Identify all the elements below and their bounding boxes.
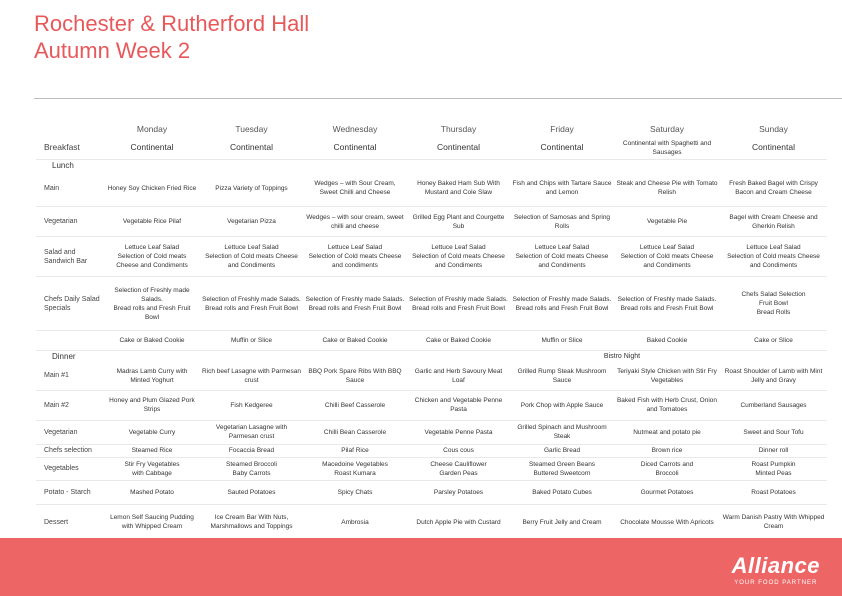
header-corner: [36, 122, 104, 137]
dinner-chefsel-label: Chefs selection: [36, 444, 104, 457]
lunch-dessert-cell: Cake or Baked Cookie: [104, 331, 200, 351]
dinner-label: Dinner: [52, 352, 76, 361]
lunch-chefs-cell: [407, 277, 510, 331]
lunch-chefs-cell-line: Selection of Freshly made Salads.: [617, 295, 717, 303]
lunch-main-cell: Fish and Chips with Tartare Sauce and Lemon: [510, 171, 614, 207]
dinner-potato-cell: Baked Potato Cubes: [510, 480, 614, 504]
dinner-chefsel-cell: Garlic Bread: [510, 444, 614, 457]
dinner-main1-row: [36, 362, 827, 390]
breakfast-label: Breakfast: [36, 137, 104, 159]
dinner-vegetables-cell-line: Buttered Sweetcorn: [533, 469, 591, 477]
lunch-vegetarian-cell: Grilled Egg Plant and Courgette Sub: [407, 207, 510, 237]
page-title: [34, 10, 309, 64]
lunch-vegetarian-cell: Vegetable Pie: [614, 207, 720, 237]
lunch-chefs-cell-line: Fruit Bowl: [759, 300, 788, 307]
lunch-salad-cell-line: Lettuce Leaf Salad: [534, 244, 590, 251]
dinner-main2-label: Main #2: [36, 390, 104, 420]
lunch-salad-cell-line: Selection of Cold meats Cheese and Condiments: [727, 253, 820, 269]
dinner-vegetables-cell: [104, 457, 200, 480]
lunch-chefs-cell-line: Selection of Freshly made Salads.: [305, 295, 405, 303]
day-header: Thursday: [440, 124, 477, 134]
lunch-vegetarian-cell: Vegetable Rice Pilaf: [104, 207, 200, 237]
dinner-chefsel-cell: Focaccia Bread: [200, 444, 303, 457]
dinner-potato-row: [36, 480, 827, 504]
lunch-salad-row: [36, 237, 827, 277]
dinner-veg-row: [36, 420, 827, 444]
lunch-salad-label: Salad and Sandwich Bar: [36, 237, 104, 277]
lunch-salad-cell-line: Lettuce Leaf Salad: [431, 244, 486, 251]
dinner-vegetables-label: Vegetables: [36, 457, 104, 480]
dinner-potato-cell: Roast Potatoes: [720, 480, 827, 504]
lunch-main-label: Main: [36, 171, 104, 207]
dinner-veg-cell: Vegetable Curry: [104, 420, 200, 444]
lunch-chefs-cell-line: Selection of Freshly made Salads.: [114, 286, 190, 303]
lunch-salad-cell: [104, 237, 200, 277]
breakfast-row: [36, 137, 827, 159]
dinner-main2-row: [36, 390, 827, 420]
dinner-chefsel-cell: Brown rice: [614, 444, 720, 457]
lunch-label: Lunch: [52, 160, 74, 170]
lunch-chefs-cell: [614, 277, 720, 331]
dinner-chefsel-cell: Cous cous: [407, 444, 510, 457]
dinner-dessert-cell: Lemon Self Saucing Pudding with Whipped Cream: [104, 504, 200, 540]
dinner-vegetables-cell: [510, 457, 614, 480]
dinner-chefsel-cell: Pilaf Rice: [303, 444, 407, 457]
day-header: Wednesday: [332, 124, 378, 134]
breakfast-cell: Continental: [200, 137, 303, 159]
lunch-chefs-cell-line: Bread rolls and Fresh Fruit Bowl: [205, 304, 298, 312]
dinner-main2-cell: Chilli Beef Casserole: [303, 390, 407, 420]
lunch-chefs-cell-line: Selection of Freshly made Salads.: [409, 295, 508, 303]
dinner-main2-cell: Honey and Plum Glazed Pork Strips: [104, 390, 200, 420]
lunch-salad-cell: [200, 237, 303, 277]
lunch-chefs-cell-line: Bread rolls and Fresh Fruit Bowl: [620, 304, 714, 312]
lunch-section-row: [36, 159, 827, 171]
lunch-chefs-cell: [720, 277, 827, 331]
bistro-night-banner: Bistro Night: [603, 353, 641, 360]
lunch-chefs-cell-line: Selection of Freshly made Salads.: [202, 295, 301, 303]
dinner-vegetables-cell-line: Stir Fry Vegetables: [124, 460, 180, 468]
lunch-salad-cell-line: Selection of Cold meats Cheese and Condiments: [515, 253, 609, 269]
dinner-main2-cell: Baked Fish with Herb Crust, Onion and Tomatoes: [614, 390, 720, 420]
dinner-dessert-cell: Dutch Apple Pie with Custard: [407, 504, 510, 540]
title-line-2: Autumn Week 2: [34, 38, 191, 63]
dinner-dessert-cell: Chocolate Mousse With Apricots: [614, 504, 720, 540]
dinner-vegetables-row: [36, 457, 827, 480]
dinner-veg-cell: Vegetarian Lasagne with Parmesan crust: [200, 420, 303, 444]
lunch-vegetarian-cell: Selection of Samosas and Spring Rolls: [510, 207, 614, 237]
lunch-dessert-label: [36, 331, 104, 351]
dinner-potato-label: Potato - Starch: [36, 480, 104, 504]
title-line-1: Rochester & Rutherford Hall: [34, 11, 310, 36]
dinner-vegetables-cell-line: Diced Carrots and: [640, 460, 694, 468]
title-divider: [34, 98, 842, 99]
brand-name: Alliance: [731, 553, 820, 578]
dinner-main2-cell: Chicken and Vegetable Penne Pasta: [407, 390, 510, 420]
lunch-chefs-cell-line: Bread rolls and Fresh Fruit Bowl: [412, 304, 505, 312]
lunch-salad-cell-line: Lettuce Leaf Salad: [639, 244, 695, 251]
lunch-salad-cell: [303, 237, 407, 277]
lunch-salad-cell-line: Selection of Cold meats Cheese and Condiments: [205, 253, 298, 269]
dinner-veg-cell: Sweet and Sour Tofu: [720, 420, 827, 444]
dinner-main1-label: Main #1: [36, 362, 104, 390]
lunch-main-cell: Steak and Cheese Pie with Tomato Relish: [614, 171, 720, 207]
dinner-vegetables-cell: [614, 457, 720, 480]
dinner-dessert-cell: Ice Cream Bar With Nuts, Marshmallows and Toppings: [200, 504, 303, 540]
lunch-chefs-cell: [510, 277, 614, 331]
dinner-vegetables-cell: [200, 457, 303, 480]
breakfast-cell: Continental: [720, 137, 827, 159]
dinner-potato-cell: Parsley Potatoes: [407, 480, 510, 504]
dinner-vegetables-cell-line: Baby Carrots: [232, 469, 271, 477]
lunch-chefs-cell-line: Bread rolls and Fresh Fruit Bowl: [515, 304, 609, 312]
lunch-dessert-cell: Baked Cookie: [614, 331, 720, 351]
lunch-chefs-row: [36, 277, 827, 331]
lunch-vegetarian-cell: Vegetarian Pizza: [200, 207, 303, 237]
dinner-main1-cell: Roast Shoulder of Lamb with Mint Jelly and Gravy: [720, 362, 827, 390]
dinner-chefsel-cell: Steamed Rice: [104, 444, 200, 457]
lunch-main-cell: Wedges – with Sour Cream, Sweet Chilli and Cheese: [303, 171, 407, 207]
lunch-salad-cell-line: Lettuce Leaf Salad: [224, 244, 279, 251]
dinner-chefsel-row: [36, 444, 827, 457]
lunch-salad-cell-line: Lettuce Leaf Salad: [746, 244, 801, 251]
lunch-salad-cell-line: Lettuce Leaf Salad: [327, 244, 383, 251]
breakfast-cell: Continental: [407, 137, 510, 159]
dinner-potato-cell: Spicy Chats: [303, 480, 407, 504]
dinner-potato-cell: Mashed Potato: [104, 480, 200, 504]
dinner-dessert-cell: Ambrosia: [303, 504, 407, 540]
lunch-chefs-cell-line: Bread Rolls: [756, 309, 791, 316]
lunch-chefs-cell-line: Bread rolls and Fresh Fruit Bowl: [308, 304, 402, 312]
lunch-salad-cell: [614, 237, 720, 277]
lunch-salad-cell: [720, 237, 827, 277]
lunch-chefs-cell: [303, 277, 407, 331]
dinner-chefsel-cell: Dinner roll: [720, 444, 827, 457]
day-header: Monday: [136, 124, 168, 134]
breakfast-cell: Continental: [104, 137, 200, 159]
lunch-chefs-label: Chefs Daily Salad Specials: [36, 277, 104, 331]
dinner-vegetables-cell-line: Steamed Broccoli: [226, 460, 277, 468]
dinner-potato-cell: Sauted Potatoes: [200, 480, 303, 504]
dinner-vegetables-cell-line: Roast Kumara: [334, 469, 376, 477]
lunch-dessert-cell: Muffin or Slice: [200, 331, 303, 351]
dinner-section-row: [36, 351, 827, 363]
dinner-veg-label: Vegetarian: [36, 420, 104, 444]
footer-band: [0, 538, 842, 596]
dinner-veg-cell: Vegetable Penne Pasta: [407, 420, 510, 444]
dinner-main2-cell: Fish Kedgeree: [200, 390, 303, 420]
dinner-vegetables-cell-line: Steamed Green Beans: [528, 460, 596, 468]
lunch-main-cell: Pizza Variety of Toppings: [200, 171, 303, 207]
lunch-vegetarian-label: Vegetarian: [36, 207, 104, 237]
lunch-main-cell: Honey Baked Ham Sub With Mustard and Cole Slaw: [407, 171, 510, 207]
dinner-dessert-cell: Berry Fruit Jelly and Cream: [510, 504, 614, 540]
dinner-main1-cell: Rich beef Lasagne with Parmesan crust: [200, 362, 303, 390]
dinner-vegetables-cell-line: Macedoine Vegetables: [322, 460, 388, 468]
lunch-vegetarian-cell: Bagel with Cream Cheese and Gherkin Relish: [720, 207, 827, 237]
lunch-salad-cell-line: Selection of Cold meats Cheese and Condiments: [412, 253, 505, 269]
menu-table: [36, 122, 827, 541]
dinner-vegetables-cell-line: Cheese Cauliflower: [430, 460, 487, 468]
lunch-chefs-cell-line: Bread rolls and Fresh Fruit Bowl: [113, 304, 191, 321]
lunch-chefs-cell-line: Selection of Freshly made Salads.: [512, 295, 612, 303]
alliance-logo: [732, 554, 820, 586]
dinner-main2-cell: Pork Chop with Apple Sauce: [510, 390, 614, 420]
dinner-potato-cell: Gourmet Potatoes: [614, 480, 720, 504]
dinner-vegetables-cell-line: Garden Peas: [439, 469, 478, 477]
lunch-main-cell: Honey Soy Chicken Fried Rice: [104, 171, 200, 207]
lunch-dessert-cell: Cake or Baked Cookie: [303, 331, 407, 351]
brand-tagline: YOUR FOOD PARTNER: [734, 580, 818, 586]
dinner-main1-cell: Garlic and Herb Savoury Meat Loaf: [407, 362, 510, 390]
day-header: Friday: [550, 124, 574, 134]
lunch-salad-cell-line: Selection of Cold meats Cheese and Condiments: [620, 253, 714, 269]
lunch-dessert-cell: Cake or Baked Cookie: [407, 331, 510, 351]
lunch-vegetarian-row: [36, 207, 827, 237]
day-header: Sunday: [759, 124, 788, 134]
dinner-main1-cell: BBQ Pork Spare Ribs With BBQ Sauce: [303, 362, 407, 390]
lunch-dessert-row: [36, 331, 827, 351]
dinner-dessert-row: [36, 504, 827, 540]
lunch-salad-cell: [407, 237, 510, 277]
dinner-veg-cell: Nutmeat and potato pie: [614, 420, 720, 444]
lunch-main-cell: Fresh Baked Bagel with Crispy Bacon and Cream Cheese: [720, 171, 827, 207]
lunch-chefs-cell: [200, 277, 303, 331]
lunch-salad-cell-line: Selection of Cold meats Cheese and Condiments: [116, 253, 188, 269]
dinner-main1-cell: Teriyaki Style Chicken with Stir Fry Vegetables: [614, 362, 720, 390]
dinner-vegetables-cell-line: with Cabbage: [132, 469, 172, 477]
dinner-vegetables-cell-line: Roast Pumpkin: [751, 460, 796, 468]
dinner-main1-cell: Madras Lamb Curry with Minted Yoghurt: [104, 362, 200, 390]
dinner-vegetables-cell-line: Broccoli: [655, 469, 679, 477]
dinner-vegetables-cell: [407, 457, 510, 480]
breakfast-cell: Continental: [303, 137, 407, 159]
dinner-vegetables-cell-line: Minted Peas: [755, 469, 792, 477]
dinner-veg-cell: Grilled Spinach and Mushroom Steak: [510, 420, 614, 444]
dinner-vegetables-cell: [720, 457, 827, 480]
breakfast-cell: Continental: [510, 137, 614, 159]
dinner-main2-cell: Cumberland Sausages: [720, 390, 827, 420]
lunch-salad-cell-line: Selection of Cold meats Cheese and condiments: [308, 253, 402, 269]
lunch-chefs-cell: [104, 277, 200, 331]
lunch-dessert-cell: Muffin or Slice: [510, 331, 614, 351]
day-header: Saturday: [649, 124, 685, 134]
dinner-dessert-label: Dessert: [36, 504, 104, 540]
dinner-main1-cell: Grilled Rump Steak Mushroom Sauce: [510, 362, 614, 390]
day-header: Tuesday: [235, 124, 268, 134]
lunch-dessert-cell: Cake or Slice: [720, 331, 827, 351]
lunch-chefs-cell-line: Chefs Salad Selection: [741, 291, 806, 298]
lunch-salad-cell-line: Lettuce Leaf Salad: [124, 244, 180, 251]
dinner-dessert-cell: Warm Danish Pastry With Whipped Cream: [720, 504, 827, 540]
dinner-blank: [720, 351, 827, 363]
day-header-row: [36, 122, 827, 137]
dinner-vegetables-cell: [303, 457, 407, 480]
lunch-vegetarian-cell: Wedges – with sour cream, sweet chilli and cheese: [303, 207, 407, 237]
lunch-salad-cell: [510, 237, 614, 277]
breakfast-cell: Continental with Spaghetti and Sausages: [614, 137, 720, 159]
lunch-main-row: [36, 171, 827, 207]
dinner-veg-cell: Chilli Bean Casserole: [303, 420, 407, 444]
